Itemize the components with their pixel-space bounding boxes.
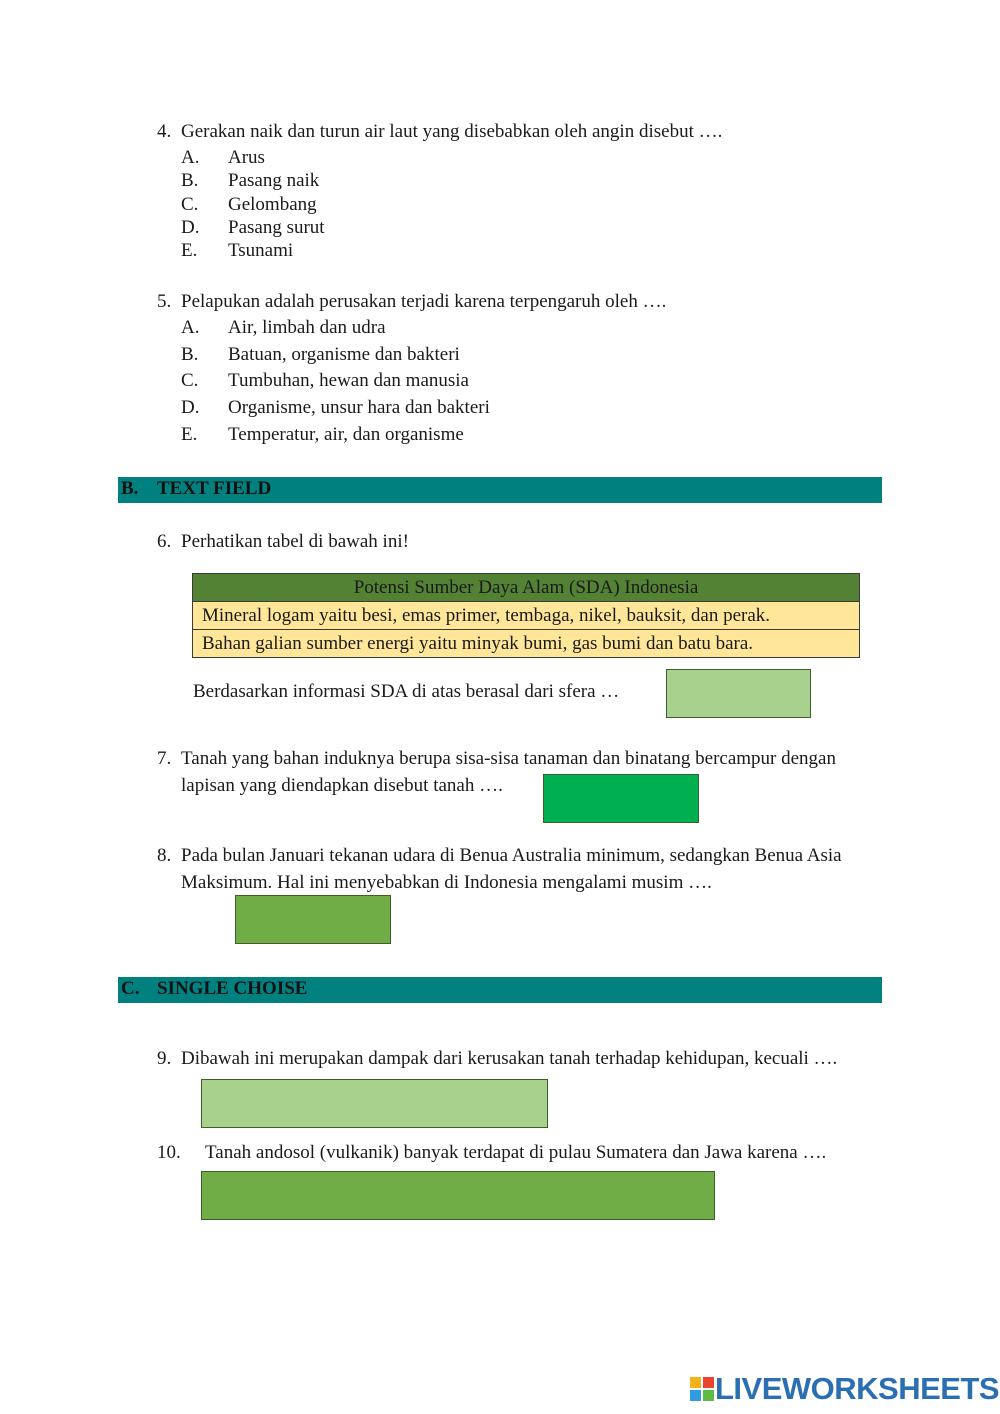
question-number: 5. [157,291,172,312]
question-text-line-1: Pada bulan Januari tekanan udara di Benua Australia minimum, sedangkan Benua Asia [181,845,842,866]
question-number: 6. [157,531,172,552]
question-text-line-2: lapisan yang diendapkan disebut tanah …. [181,775,503,796]
logo-mark-icon [690,1377,714,1401]
question-text: Tanah andosol (vulkanik) banyak terdapat di pulau Sumatera dan Jawa karena …. [205,1142,827,1163]
option-text: Batuan, organisme dan bakteri [228,344,460,365]
question-prompt: Berdasarkan informasi SDA di atas berasal dari sfera … [193,681,620,702]
option-letter: C. [181,194,199,215]
option-text: Temperatur, air, dan organisme [228,424,464,445]
option-text: Air, limbah dan udra [228,317,386,338]
option-letter: E. [181,240,198,261]
question-text-line-1: Tanah yang bahan induknya berupa sisa-sisa tanaman dan binatang bercampur dengan [181,748,836,769]
section-b-header [118,477,882,503]
question-number: 9. [157,1048,172,1069]
logo-text: LIVEWORKSHEETS [715,1371,1000,1406]
question-text: Gerakan naik dan turun air laut yang disebabkan oleh angin disebut …. [181,121,723,142]
option-text: Tsunami [228,240,294,261]
option-text: Gelombang [228,194,317,215]
answer-field-q8[interactable] [235,895,391,944]
table-row: Mineral logam yaitu besi, emas primer, tembaga, nikel, bauksit, dan perak. [193,602,860,630]
table-header: Potensi Sumber Daya Alam (SDA) Indonesia [193,574,860,602]
section-letter: B. [121,478,139,499]
answer-field-q6[interactable] [666,669,811,718]
option-letter: A. [181,147,200,168]
answer-dropdown-q9[interactable] [201,1079,548,1128]
sda-table [192,573,860,658]
option-letter: C. [181,370,199,391]
answer-field-q7[interactable] [543,774,699,823]
option-text: Tumbuhan, hewan dan manusia [228,370,469,391]
section-title: SINGLE CHOISE [157,978,308,999]
table-row: Bahan galian sumber energi yaitu minyak bumi, gas bumi dan batu bara. [193,630,860,658]
section-letter: C. [121,978,140,999]
question-text: Pelapukan adalah perusakan terjadi karena terpengaruh oleh …. [181,291,667,312]
option-letter: D. [181,217,200,238]
option-text: Organisme, unsur hara dan bakteri [228,397,490,418]
section-title: TEXT FIELD [157,478,272,499]
question-number: 10. [157,1142,181,1163]
question-number: 7. [157,748,172,769]
option-letter: B. [181,344,199,365]
question-text: Perhatikan tabel di bawah ini! [181,531,409,552]
option-letter: B. [181,170,199,191]
answer-dropdown-q10[interactable] [201,1171,715,1220]
option-text: Arus [228,147,265,168]
option-text: Pasang surut [228,217,325,238]
question-text-line-2: Maksimum. Hal ini menyebabkan di Indonesia mengalami musim …. [181,872,712,893]
question-number: 4. [157,121,172,142]
option-text: Pasang naik [228,170,320,191]
section-c-header [118,977,882,1003]
question-text: Dibawah ini merupakan dampak dari kerusakan tanah terhadap kehidupan, kecuali …. [181,1048,838,1069]
question-number: 8. [157,845,172,866]
option-letter: D. [181,397,200,418]
option-letter: A. [181,317,200,338]
option-letter: E. [181,424,198,445]
